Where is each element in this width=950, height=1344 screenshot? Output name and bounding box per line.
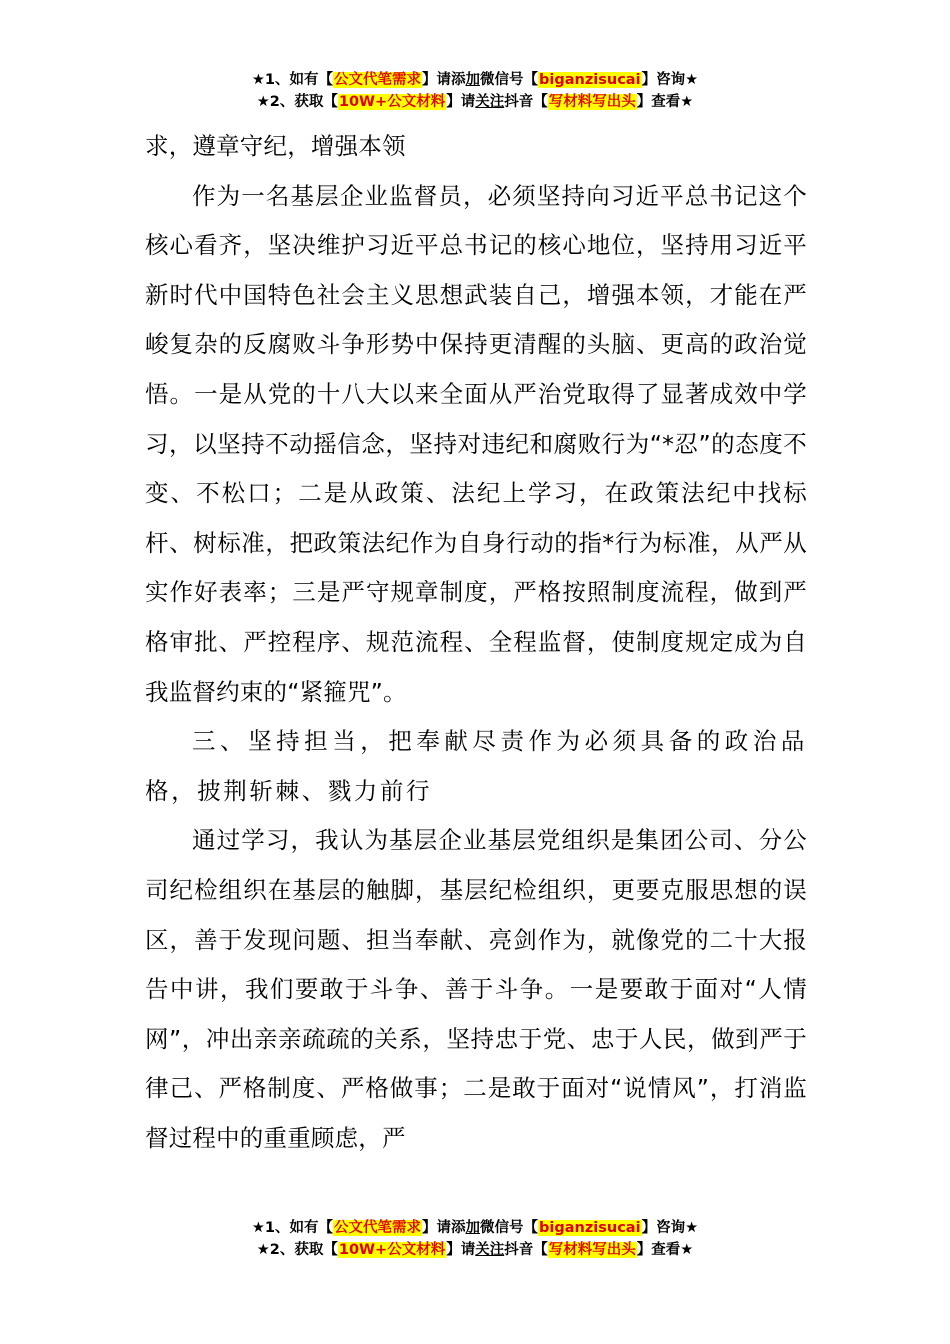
ad-text: ★1、如有【 (251, 72, 334, 88)
ad-text: 抖音【 (504, 1242, 548, 1258)
ad-text: 】咨询★ (641, 1220, 699, 1236)
ad-text: 】查看★ (636, 1242, 694, 1258)
ad-text: 】咨询★ (641, 72, 699, 88)
ad-text: 】请 (446, 1242, 476, 1258)
ad-text: ★2、获取【 (256, 1242, 338, 1258)
ad-highlight: biganzisucai (539, 1220, 641, 1236)
ad-text: 】请添 (422, 1220, 466, 1236)
ad-underlined-text: 加 (465, 1220, 481, 1236)
ad-underlined-text: 关注 (475, 94, 505, 110)
ad-text: 】请 (446, 94, 476, 110)
body-paragraph: 作为一名基层企业监督员，必须坚持向习近平总书记这个核心看齐，坚决维护习近平总书记的核心地位，坚持用习近平新时代中国特色社会主义思想武装自己，增强本领，才能在严峻复杂的反腐败斗争形势中保持更清醒的头脑、更高的政治觉悟。一是从党的十八大以来全面从严治党取得了显著成效中学习，以坚持不动摇信念，坚持对违纪和腐败行为“*忍”的态度不变、不松口；二是从政策、法纪上学习，在政策法纪中找标杆、树标准，把政策法纪作为自身行动的指*行为标准，从严从实作好表率；三是严守规章制度，严格按照制度流程，做到严格审批、严控程序、规范流程、全程监督，使制度规定成为自我监督约束的“紧箍咒”。 (145, 181, 807, 706)
section-heading-continuation: 求，遵章守纪，增强本领 (145, 132, 406, 160)
ad-underlined-text: 加 (465, 72, 481, 88)
body-paragraph: 通过学习，我认为基层企业基层党组织是集团公司、分公司纪检组织在基层的触脚，基层纪检组织，更要克服思想的误区，善于发现问题、担当奉献、亮剑作为，就像党的二十大报告中讲，我们要敢于斗争、善于斗争。一是要敢于面对“人情网”，冲出亲亲疏疏的关系，坚持忠于党、忠于人民，做到严于律己、严格制度、严格做事；二是敢于面对“说情风”，打消监督过程中的重重顾虑，严 (145, 826, 807, 1152)
section-heading: 三、坚持担当，把奉献尽责作为必须具备的政治品格，披荆斩棘、戮力前行 (145, 727, 807, 805)
ad-text: ★2、获取【 (256, 94, 338, 110)
ad-highlight: 公文代笔需求 (334, 72, 422, 88)
ad-text: 】请添 (422, 72, 466, 88)
bottom-ad-banner (0, 1217, 950, 1261)
ad-highlight: 10W+公文材料 (338, 94, 446, 110)
ad-highlight: 写材料写出头 (548, 1242, 636, 1258)
ad-highlight: 10W+公文材料 (338, 1242, 446, 1258)
top-ad-banner (0, 69, 950, 113)
ad-highlight: 写材料写出头 (548, 94, 636, 110)
ad-line-1 (0, 1217, 950, 1239)
ad-line-2 (0, 91, 950, 113)
ad-line-1 (0, 69, 950, 91)
ad-text: 】查看★ (636, 94, 694, 110)
ad-text: 微信号【 (480, 1220, 539, 1236)
ad-underlined-text: 关注 (475, 1242, 505, 1258)
document-body (145, 122, 807, 1163)
ad-highlight: 公文代笔需求 (334, 1220, 422, 1236)
ad-highlight: biganzisucai (539, 72, 641, 88)
ad-text: ★1、如有【 (251, 1220, 334, 1236)
ad-text: 抖音【 (504, 94, 548, 110)
ad-text: 微信号【 (480, 72, 539, 88)
ad-line-2 (0, 1239, 950, 1261)
